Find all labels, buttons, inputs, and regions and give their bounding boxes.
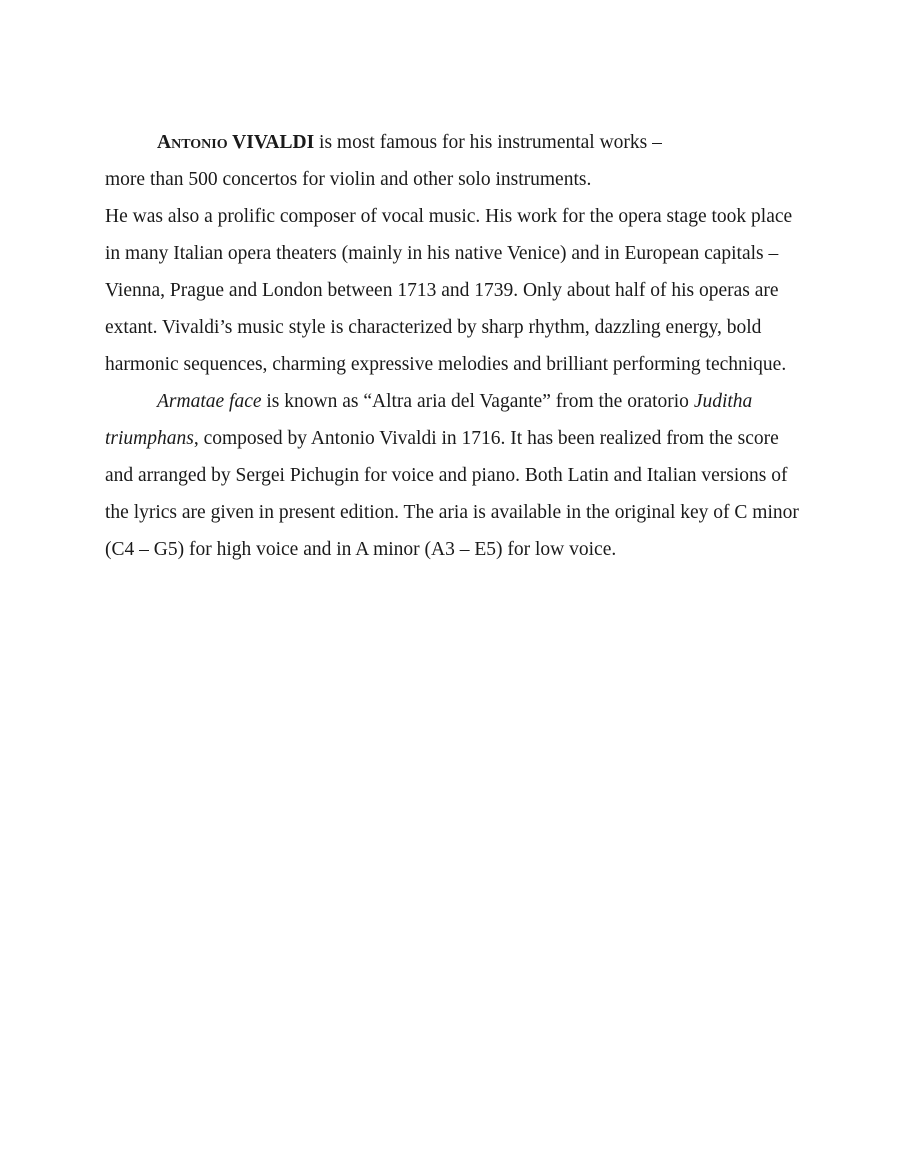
composer-last-name: VIVALDI	[232, 132, 315, 153]
composer-name	[157, 132, 314, 153]
intro-line-1: is most famous for his instrumental works –	[314, 132, 662, 153]
intro-paragraph	[105, 124, 805, 198]
aria-paragraph	[105, 383, 805, 568]
oratorio-title: Juditha triumphans	[105, 391, 753, 449]
text-block	[105, 124, 805, 568]
composer-first-name: Antonio	[157, 132, 228, 153]
bio-paragraph: He was also a prolific composer of vocal music. His work for the opera stage took place in many Italian opera theaters (mainly in his native Venice) and in European capitals – Vienna, Prague and London between 1713 and 1739. Only about half of his operas are extant. Vivaldi’s music style is characterized by sharp rhythm, dazzling energy, bold harmonic sequences, charming expressive melodies and brilliant performing technique.	[105, 206, 793, 375]
intro-line-2: more than 500 concertos for violin and other solo instruments.	[105, 169, 592, 190]
aria-title: Armatae face	[157, 391, 262, 412]
aria-text-2: , composed by Antonio Vivaldi in 1716. It has been realized from the score and arranged by Sergei Pichugin for voice and piano. Both Latin and Italian versions of the lyrics are given in present edition. The aria is available in the original key of C minor (C4 – G5) for high voice and in A minor (A3 – E5) for low voice.	[105, 428, 799, 560]
aria-text-1: is known as “Altra aria del Vagante” from the oratorio	[261, 391, 694, 412]
